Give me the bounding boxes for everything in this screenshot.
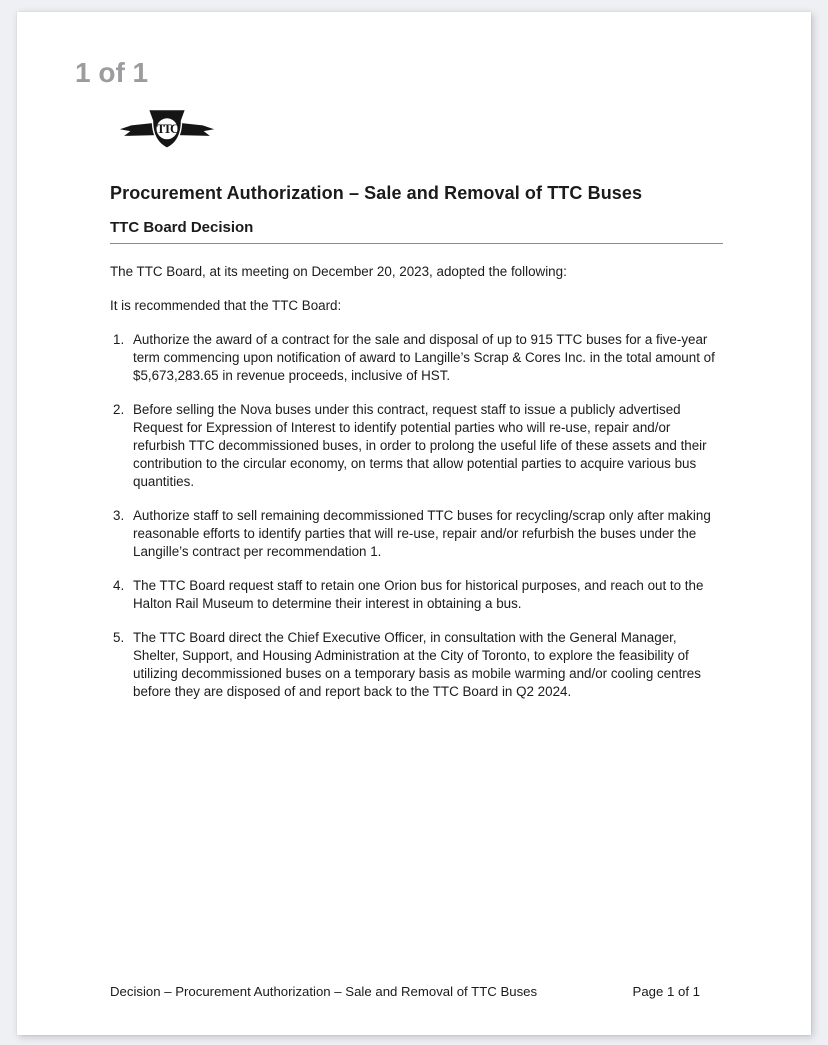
document-title: Procurement Authorization – Sale and Removal of TTC Buses xyxy=(110,183,643,203)
page-indicator: 1 of 1 xyxy=(75,57,149,88)
intro-paragraph: It is recommended that the TTC Board: xyxy=(110,298,342,313)
list-item-text: The TTC Board direct the Chief Executive Officer, in consultation with the General Manager, Shelter, Support, and Housing Administration at the City of Toronto, to explore the feasibility of utilizing decommissioned buses on a temporary basis as mobile warming and/or cooling centres before they are disposed of and report back to the TTC Board in Q2 2024. xyxy=(133,630,701,699)
intro-paragraph: The TTC Board, at its meeting on December 20, 2023, adopted the following: xyxy=(110,264,567,279)
list-item-number: 5. xyxy=(113,630,125,645)
list-item-number: 3. xyxy=(113,508,125,523)
footer-page-number: Page 1 of 1 xyxy=(632,984,700,999)
list-item-number: 4. xyxy=(113,578,125,593)
list-item-text: The TTC Board request staff to retain one Orion bus for historical purposes, and reach out to the Halton Rail Museum to determine their interest in obtaining a bus. xyxy=(133,578,704,611)
heading-rule xyxy=(110,243,723,244)
list-item-text: Before selling the Nova buses under this contract, request staff to issue a publicly advertised Request for Expression of Interest to identify potential parties who will re-use, repair and/or refurbish TTC decommissioned buses, in order to prolong the useful life of these assets and their contribution to the circular economy, on terms that allow potential parties to acquire various bus quantities. xyxy=(133,402,707,489)
ttc-logo-monogram: TTC xyxy=(156,122,178,137)
list-item xyxy=(113,577,723,613)
document-page xyxy=(17,12,811,1035)
list-item xyxy=(113,507,723,561)
list-item xyxy=(113,331,723,385)
footer-title: Decision – Procurement Authorization – Sale and Removal of TTC Buses xyxy=(110,984,538,999)
list-item-number: 2. xyxy=(113,402,125,417)
recommendation-list xyxy=(110,331,723,701)
ttc-logo-icon xyxy=(117,105,217,153)
list-item xyxy=(113,401,723,491)
document-footer xyxy=(110,983,723,1000)
list-item-number: 1. xyxy=(113,332,125,347)
section-heading: TTC Board Decision xyxy=(110,219,254,236)
list-item-text: Authorize staff to sell remaining decommissioned TTC buses for recycling/scrap only after making reasonable efforts to identify parties that will re-use, repair and/or refurbish the buses under the Langille’s contract per recommendation 1. xyxy=(133,508,711,559)
list-item-text: Authorize the award of a contract for the sale and disposal of up to 915 TTC buses for a five-year term commencing upon notification of award to Langille’s Scrap & Cores Inc. in the total amount of $5,673,283.65 in revenue proceeds, inclusive of HST. xyxy=(133,332,715,383)
list-item xyxy=(113,629,723,701)
